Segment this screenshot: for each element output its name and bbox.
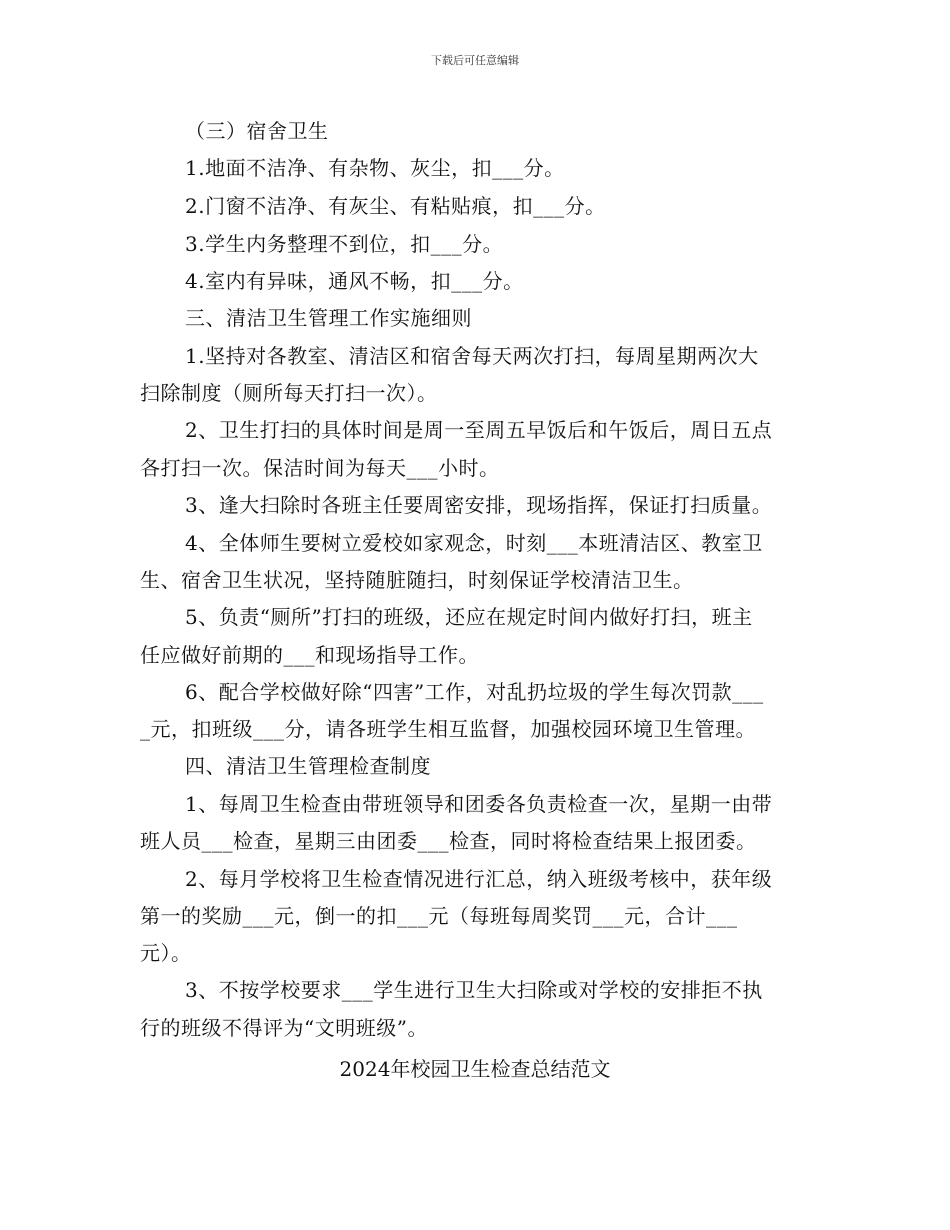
paragraph-line: 班人员___检查，星期三由团委___检查，同时将检查结果上报团委。 — [140, 829, 757, 853]
paragraph-line: 4、全体师生要树立爱校如家观念，时刻___本班清洁区、教室卫 — [185, 531, 763, 555]
paragraph-line: 各打扫一次。保洁时间为每天___小时。 — [140, 456, 500, 480]
section-heading-dorm: （三）宿舍卫生 — [185, 119, 329, 143]
paragraph-line: 3.学生内务整理不到位，扣___分。 — [185, 232, 504, 256]
section-heading-rules: 三、清洁卫生管理工作实施细则 — [185, 306, 472, 330]
paragraph-line: 5、负责“厕所”打扫的班级，还应在规定时间内做好打扫，班主 — [185, 605, 753, 629]
paragraph-line: 3、不按学校要求___学生进行卫生大扫除或对学校的安排拒不执 — [185, 978, 763, 1002]
paragraph-line: 生、宿舍卫生状况，坚持随脏随扫，时刻保证学校清洁卫生。 — [140, 568, 694, 592]
document-title: 2024年校园卫生检查总结范文 — [339, 1057, 611, 1081]
paragraph-line: 6、配合学校做好除“四害”工作，对乱扔垃圾的学生每次罚款___ — [185, 680, 764, 704]
paragraph-line: 第一的奖励___元，倒一的扣___元（每班每周奖罚___元，合计___ — [140, 904, 738, 928]
paragraph-line: 4.室内有异味，通风不畅，扣___分。 — [185, 269, 524, 293]
paragraph-line: 1.地面不洁净、有杂物、灰尘，扣___分。 — [185, 156, 565, 180]
paragraph-line: 1.坚持对各教室、清洁区和宿舍每天两次打扫，每周星期两次大 — [185, 344, 759, 368]
paragraph-line: 2、每月学校将卫生检查情况进行汇总，纳入班级考核中，获年级 — [185, 867, 773, 891]
paragraph-line: 任应做好前期的___和现场指导工作。 — [140, 643, 479, 667]
paragraph-line: 扫除制度（厕所每天打扫一次）。 — [140, 381, 438, 405]
paragraph-line: 1、每周卫生检查由带班领导和团委各负责检查一次，星期一由带 — [185, 792, 773, 816]
section-heading-inspection: 四、清洁卫生管理检查制度 — [185, 754, 431, 778]
paragraph-line: 2、卫生打扫的具体时间是周一至周五早饭后和午饭后，周日五点 — [185, 418, 773, 442]
paragraph-line: _元，扣班级___分，请各班学生相互监督，加强校园环境卫生管理。 — [140, 717, 756, 741]
paragraph-line: 2.门窗不洁净、有灰尘、有粘贴痕，扣___分。 — [185, 194, 606, 218]
page-header-note: 下载后可任意编辑 — [431, 54, 519, 67]
paragraph-line: 元）。 — [140, 941, 192, 965]
paragraph-line: 3、逢大扫除时各班主任要周密安排，现场指挥，保证打扫质量。 — [185, 493, 773, 517]
paragraph-line: 行的班级不得评为“文明班级”。 — [140, 1016, 428, 1040]
